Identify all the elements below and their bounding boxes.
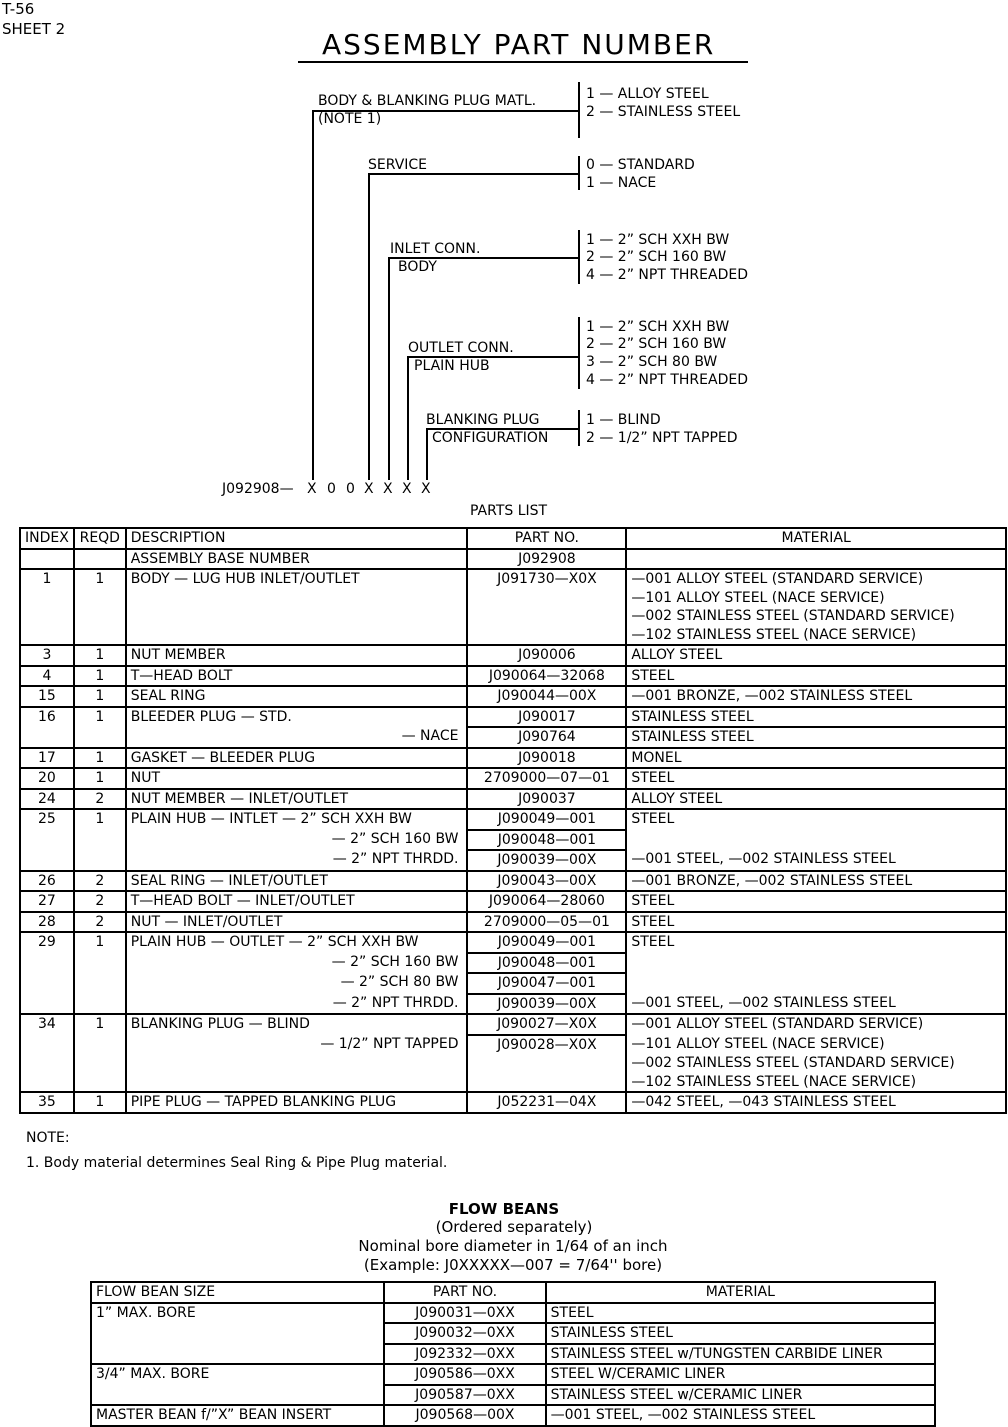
code-char-2: 0 — [327, 481, 336, 497]
fb-part: J090032—0XX — [384, 1323, 545, 1344]
cell-index: 28 — [20, 912, 74, 933]
cell-part-no — [467, 1054, 626, 1073]
cell-part-no: J090037 — [467, 789, 626, 810]
cell-material: —001 BRONZE, —002 STAINLESS STEEL — [626, 871, 1006, 892]
table-row — [20, 830, 1006, 851]
table-row — [20, 727, 1006, 748]
cell-index: 15 — [20, 686, 74, 707]
blank-option-1: 1 — BLIND — [586, 412, 661, 428]
page-title: ASSEMBLY PART NUMBER — [322, 28, 716, 61]
cell-material — [626, 830, 1006, 851]
cell-part-no: J090028—X0X — [467, 1035, 626, 1055]
cell-reqd: 1 — [74, 707, 126, 728]
fb-part: J090586—0XX — [384, 1364, 545, 1385]
fb-material: STEEL W/CERAMIC LINER — [546, 1364, 935, 1385]
inlet-label: INLET CONN. — [390, 241, 481, 257]
table-row — [91, 1323, 935, 1344]
cell-index: 4 — [20, 666, 74, 687]
cell-description — [126, 607, 468, 626]
cell-material: —001 STEEL, —002 STAINLESS STEEL — [626, 994, 1006, 1015]
cell-part-no: 2709000—05—01 — [467, 912, 626, 933]
cell-description: T—HEAD BOLT — INLET/OUTLET — [126, 891, 468, 912]
cell-material: —001 STEEL, —002 STAINLESS STEEL — [626, 850, 1006, 871]
cell-description: T—HEAD BOLT — [126, 666, 468, 687]
cell-reqd — [74, 994, 126, 1015]
cell-material: —101 ALLOY STEEL (NACE SERVICE) — [626, 1035, 1006, 1055]
cell-material: STEEL — [626, 768, 1006, 789]
table-row — [20, 549, 1006, 570]
cell-index: 34 — [20, 1014, 74, 1035]
table-row — [20, 686, 1006, 707]
cell-index — [20, 994, 74, 1015]
base-number: J092908— — [222, 481, 294, 497]
cell-material: STEEL — [626, 912, 1006, 933]
cell-part-no: J090027—X0X — [467, 1014, 626, 1035]
fb-size: MASTER BEAN f/”X” BEAN INSERT — [91, 1405, 384, 1426]
cell-part-no: J090049—001 — [467, 809, 626, 830]
sheet-number: SHEET 2 — [2, 20, 66, 38]
cell-material: STEEL — [626, 932, 1006, 953]
cell-index — [20, 1035, 74, 1055]
cell-part-no: J090047—001 — [467, 973, 626, 994]
inlet-option-2: 2 — 2” SCH 160 BW — [586, 249, 727, 265]
cell-part-no: J090017 — [467, 707, 626, 728]
cell-index: 27 — [20, 891, 74, 912]
cell-reqd — [74, 626, 126, 646]
cell-description: BLANKING PLUG — BLIND — [126, 1014, 468, 1035]
fb-size — [91, 1385, 384, 1406]
cell-part-no: J091730—X0X — [467, 569, 626, 589]
fb-header-material: MATERIAL — [546, 1282, 935, 1303]
fb-part: J090568—00X — [384, 1405, 545, 1426]
fb-material: STAINLESS STEEL w/TUNGSTEN CARBIDE LINER — [546, 1344, 935, 1365]
cell-reqd: 1 — [74, 1092, 126, 1113]
table-row — [20, 589, 1006, 608]
cell-reqd — [74, 973, 126, 994]
table-row — [20, 932, 1006, 953]
cell-reqd — [74, 727, 126, 748]
cell-reqd: 2 — [74, 789, 126, 810]
cell-part-no: J090043—00X — [467, 871, 626, 892]
cell-index: 16 — [20, 707, 74, 728]
cell-description: PLAIN HUB — INTLET — 2” SCH XXH BW — [126, 809, 468, 830]
fb-size — [91, 1344, 384, 1365]
header-description: DESCRIPTION — [126, 528, 468, 549]
cell-description: GASKET — BLEEDER PLUG — [126, 748, 468, 769]
cell-reqd — [74, 1073, 126, 1093]
service-label: SERVICE — [368, 157, 428, 173]
cell-reqd — [74, 1035, 126, 1055]
fb-material: STEEL — [546, 1303, 935, 1324]
table-row — [91, 1405, 935, 1426]
cell-material: ALLOY STEEL — [626, 645, 1006, 666]
flow-beans-line3: (Example: J0XXXXX—007 = 7/64'' bore) — [363, 1256, 663, 1274]
code-char-6: X — [402, 481, 412, 497]
cell-description: PIPE PLUG — TAPPED BLANKING PLUG — [126, 1092, 468, 1113]
code-char-3: 0 — [346, 481, 355, 497]
cell-reqd: 1 — [74, 748, 126, 769]
cell-index — [20, 953, 74, 974]
table-row — [20, 891, 1006, 912]
cell-reqd — [74, 549, 126, 570]
table-row — [20, 748, 1006, 769]
code-char-5: X — [383, 481, 393, 497]
cell-description: SEAL RING — [126, 686, 468, 707]
cell-material: —101 ALLOY STEEL (NACE SERVICE) — [626, 589, 1006, 608]
inlet-option-3: 4 — 2” NPT THREADED — [586, 267, 748, 283]
cell-material — [626, 549, 1006, 570]
cell-index: 17 — [20, 748, 74, 769]
table-row — [20, 912, 1006, 933]
cell-description: — 2” SCH 160 BW — [126, 830, 468, 851]
table-row — [20, 973, 1006, 994]
code-char-7: X — [421, 481, 431, 497]
fb-size: 1” MAX. BORE — [91, 1303, 384, 1324]
cell-part-no — [467, 589, 626, 608]
cell-part-no: 2709000—07—01 — [467, 768, 626, 789]
cell-material: —001 ALLOY STEEL (STANDARD SERVICE) — [626, 569, 1006, 589]
header-reqd: REQD — [74, 528, 126, 549]
body-note: (NOTE 1) — [318, 111, 382, 127]
table-row — [20, 809, 1006, 830]
cell-part-no: J090039—00X — [467, 994, 626, 1015]
cell-material: —102 STAINLESS STEEL (NACE SERVICE) — [626, 626, 1006, 646]
outlet-option-3: 3 — 2” SCH 80 BW — [586, 354, 718, 370]
table-row — [20, 1073, 1006, 1093]
fb-material: —001 STEEL, —002 STAINLESS STEEL — [546, 1405, 935, 1426]
code-char-4: X — [364, 481, 374, 497]
cell-index — [20, 607, 74, 626]
cell-index — [20, 549, 74, 570]
outlet-option-2: 2 — 2” SCH 160 BW — [586, 336, 727, 352]
cell-part-no: J052231—04X — [467, 1092, 626, 1113]
cell-reqd: 1 — [74, 569, 126, 589]
cell-description: SEAL RING — INLET/OUTLET — [126, 871, 468, 892]
code-char-1: X — [307, 481, 317, 497]
cell-index: 35 — [20, 1092, 74, 1113]
cell-reqd: 1 — [74, 932, 126, 953]
cell-index: 20 — [20, 768, 74, 789]
cell-part-no: J090049—001 — [467, 932, 626, 953]
fb-header-size: FLOW BEAN SIZE — [91, 1282, 384, 1303]
cell-index — [20, 830, 74, 851]
flow-beans-title: FLOW BEANS — [448, 1200, 560, 1218]
table-row — [20, 1054, 1006, 1073]
table-row — [91, 1364, 935, 1385]
cell-part-no — [467, 626, 626, 646]
cell-index: 24 — [20, 789, 74, 810]
cell-index — [20, 850, 74, 871]
cell-description — [126, 1054, 468, 1073]
cell-index: 26 — [20, 871, 74, 892]
cell-material: —002 STAINLESS STEEL (STANDARD SERVICE) — [626, 607, 1006, 626]
cell-reqd — [74, 607, 126, 626]
cell-index — [20, 973, 74, 994]
table-row — [20, 569, 1006, 589]
cell-part-no: J090044—00X — [467, 686, 626, 707]
cell-material: —001 ALLOY STEEL (STANDARD SERVICE) — [626, 1014, 1006, 1035]
cell-description: — 1/2” NPT TAPPED — [126, 1035, 468, 1055]
cell-reqd — [74, 589, 126, 608]
sheet-id: T-56 — [2, 0, 35, 18]
flow-beans-table — [90, 1281, 936, 1427]
cell-index — [20, 727, 74, 748]
cell-index: 25 — [20, 809, 74, 830]
cell-reqd: 1 — [74, 666, 126, 687]
cell-part-no: J090764 — [467, 727, 626, 748]
cell-reqd: 2 — [74, 871, 126, 892]
outlet-option-4: 4 — 2” NPT THREADED — [586, 372, 748, 388]
header-part-no: PART NO. — [467, 528, 626, 549]
cell-description — [126, 1073, 468, 1093]
cell-material: —102 STAINLESS STEEL (NACE SERVICE) — [626, 1073, 1006, 1093]
fb-part: J090587—0XX — [384, 1385, 545, 1406]
cell-index — [20, 626, 74, 646]
cell-part-no — [467, 1073, 626, 1093]
title-underline — [298, 61, 748, 63]
fb-size — [91, 1323, 384, 1344]
table-row — [20, 1035, 1006, 1055]
inlet-sub: BODY — [398, 259, 437, 275]
cell-index: 1 — [20, 569, 74, 589]
service-option-2: 1 — NACE — [586, 175, 657, 191]
outlet-sub: PLAIN HUB — [414, 358, 490, 374]
parts-list-title: PARTS LIST — [470, 503, 548, 519]
fb-part: J090031—0XX — [384, 1303, 545, 1324]
cell-material: —002 STAINLESS STEEL (STANDARD SERVICE) — [626, 1054, 1006, 1073]
cell-material — [626, 953, 1006, 974]
body-option-2: 2 — STAINLESS STEEL — [586, 104, 741, 120]
blank-option-2: 2 — 1/2” NPT TAPPED — [586, 430, 738, 446]
header-material: MATERIAL — [626, 528, 1006, 549]
cell-description: NUT — [126, 768, 468, 789]
table-row — [20, 607, 1006, 626]
cell-material: STEEL — [626, 809, 1006, 830]
table-row — [20, 953, 1006, 974]
fb-header-part: PART NO. — [384, 1282, 545, 1303]
body-label: BODY & BLANKING PLUG MATL. — [318, 93, 537, 109]
cell-part-no: J090064—28060 — [467, 891, 626, 912]
parts-list-table — [19, 527, 1007, 1114]
blank-sub: CONFIGURATION — [432, 430, 549, 446]
cell-material — [626, 973, 1006, 994]
cell-description: NUT — INLET/OUTLET — [126, 912, 468, 933]
cell-part-no: J090064—32068 — [467, 666, 626, 687]
cell-description: ASSEMBLY BASE NUMBER — [126, 549, 468, 570]
cell-description: BODY — LUG HUB INLET/OUTLET — [126, 569, 468, 589]
cell-material: —042 STEEL, —043 STAINLESS STEEL — [626, 1092, 1006, 1113]
fb-material: STAINLESS STEEL — [546, 1323, 935, 1344]
table-row — [20, 1014, 1006, 1035]
cell-part-no — [467, 607, 626, 626]
cell-reqd: 1 — [74, 1014, 126, 1035]
blank-label: BLANKING PLUG — [426, 412, 540, 428]
cell-reqd — [74, 830, 126, 851]
cell-description: — NACE — [126, 727, 468, 748]
outlet-label: OUTLET CONN. — [408, 340, 514, 356]
cell-part-no: J090039—00X — [467, 850, 626, 871]
table-row — [91, 1344, 935, 1365]
cell-description: — 2” SCH 80 BW — [126, 973, 468, 994]
cell-description: — 2” NPT THRDD. — [126, 994, 468, 1015]
cell-description: — 2” SCH 160 BW — [126, 953, 468, 974]
flow-beans-line2: Nominal bore diameter in 1/64 of an inch — [358, 1237, 668, 1255]
cell-description: BLEEDER PLUG — STD. — [126, 707, 468, 728]
table-row — [91, 1385, 935, 1406]
cell-reqd — [74, 850, 126, 871]
fb-material: STAINLESS STEEL w/CERAMIC LINER — [546, 1385, 935, 1406]
table-row — [20, 626, 1006, 646]
cell-material: STEEL — [626, 891, 1006, 912]
cell-index: 3 — [20, 645, 74, 666]
inlet-option-1: 1 — 2” SCH XXH BW — [586, 232, 730, 248]
table-row — [20, 994, 1006, 1015]
cell-reqd: 1 — [74, 768, 126, 789]
cell-reqd: 1 — [74, 645, 126, 666]
table-row — [20, 768, 1006, 789]
table-row — [20, 789, 1006, 810]
cell-index — [20, 1073, 74, 1093]
table-row — [20, 645, 1006, 666]
table-row — [20, 850, 1006, 871]
header-index: INDEX — [20, 528, 74, 549]
table-row — [20, 666, 1006, 687]
table-row — [20, 1092, 1006, 1113]
cell-description: NUT MEMBER — INLET/OUTLET — [126, 789, 468, 810]
cell-reqd: 1 — [74, 686, 126, 707]
cell-material: STAINLESS STEEL — [626, 727, 1006, 748]
cell-description — [126, 589, 468, 608]
cell-index — [20, 589, 74, 608]
fb-part: J092332—0XX — [384, 1344, 545, 1365]
cell-reqd: 2 — [74, 891, 126, 912]
cell-part-no: J090048—001 — [467, 953, 626, 974]
cell-part-no: J092908 — [467, 549, 626, 570]
note-1: 1. Body material determines Seal Ring & Pipe Plug material. — [26, 1155, 448, 1171]
note-heading: NOTE: — [26, 1130, 70, 1146]
cell-index — [20, 1054, 74, 1073]
fb-size: 3/4” MAX. BORE — [91, 1364, 384, 1385]
cell-material: MONEL — [626, 748, 1006, 769]
cell-reqd: 1 — [74, 809, 126, 830]
cell-reqd — [74, 953, 126, 974]
body-option-1: 1 — ALLOY STEEL — [586, 86, 709, 102]
cell-description: NUT MEMBER — [126, 645, 468, 666]
cell-reqd — [74, 1054, 126, 1073]
table-row — [91, 1303, 935, 1324]
cell-part-no: J090006 — [467, 645, 626, 666]
cell-index: 29 — [20, 932, 74, 953]
outlet-option-1: 1 — 2” SCH XXH BW — [586, 319, 730, 335]
cell-part-no: J090018 — [467, 748, 626, 769]
cell-description — [126, 626, 468, 646]
cell-material: STEEL — [626, 666, 1006, 687]
table-row — [20, 707, 1006, 728]
cell-part-no: J090048—001 — [467, 830, 626, 851]
cell-material: ALLOY STEEL — [626, 789, 1006, 810]
cell-description: — 2” NPT THRDD. — [126, 850, 468, 871]
service-option-1: 0 — STANDARD — [586, 157, 695, 173]
cell-description: PLAIN HUB — OUTLET — 2” SCH XXH BW — [126, 932, 468, 953]
table-row — [20, 871, 1006, 892]
cell-material: —001 BRONZE, —002 STAINLESS STEEL — [626, 686, 1006, 707]
cell-reqd: 2 — [74, 912, 126, 933]
cell-material: STAINLESS STEEL — [626, 707, 1006, 728]
flow-beans-subtitle: (Ordered separately) — [435, 1218, 593, 1236]
